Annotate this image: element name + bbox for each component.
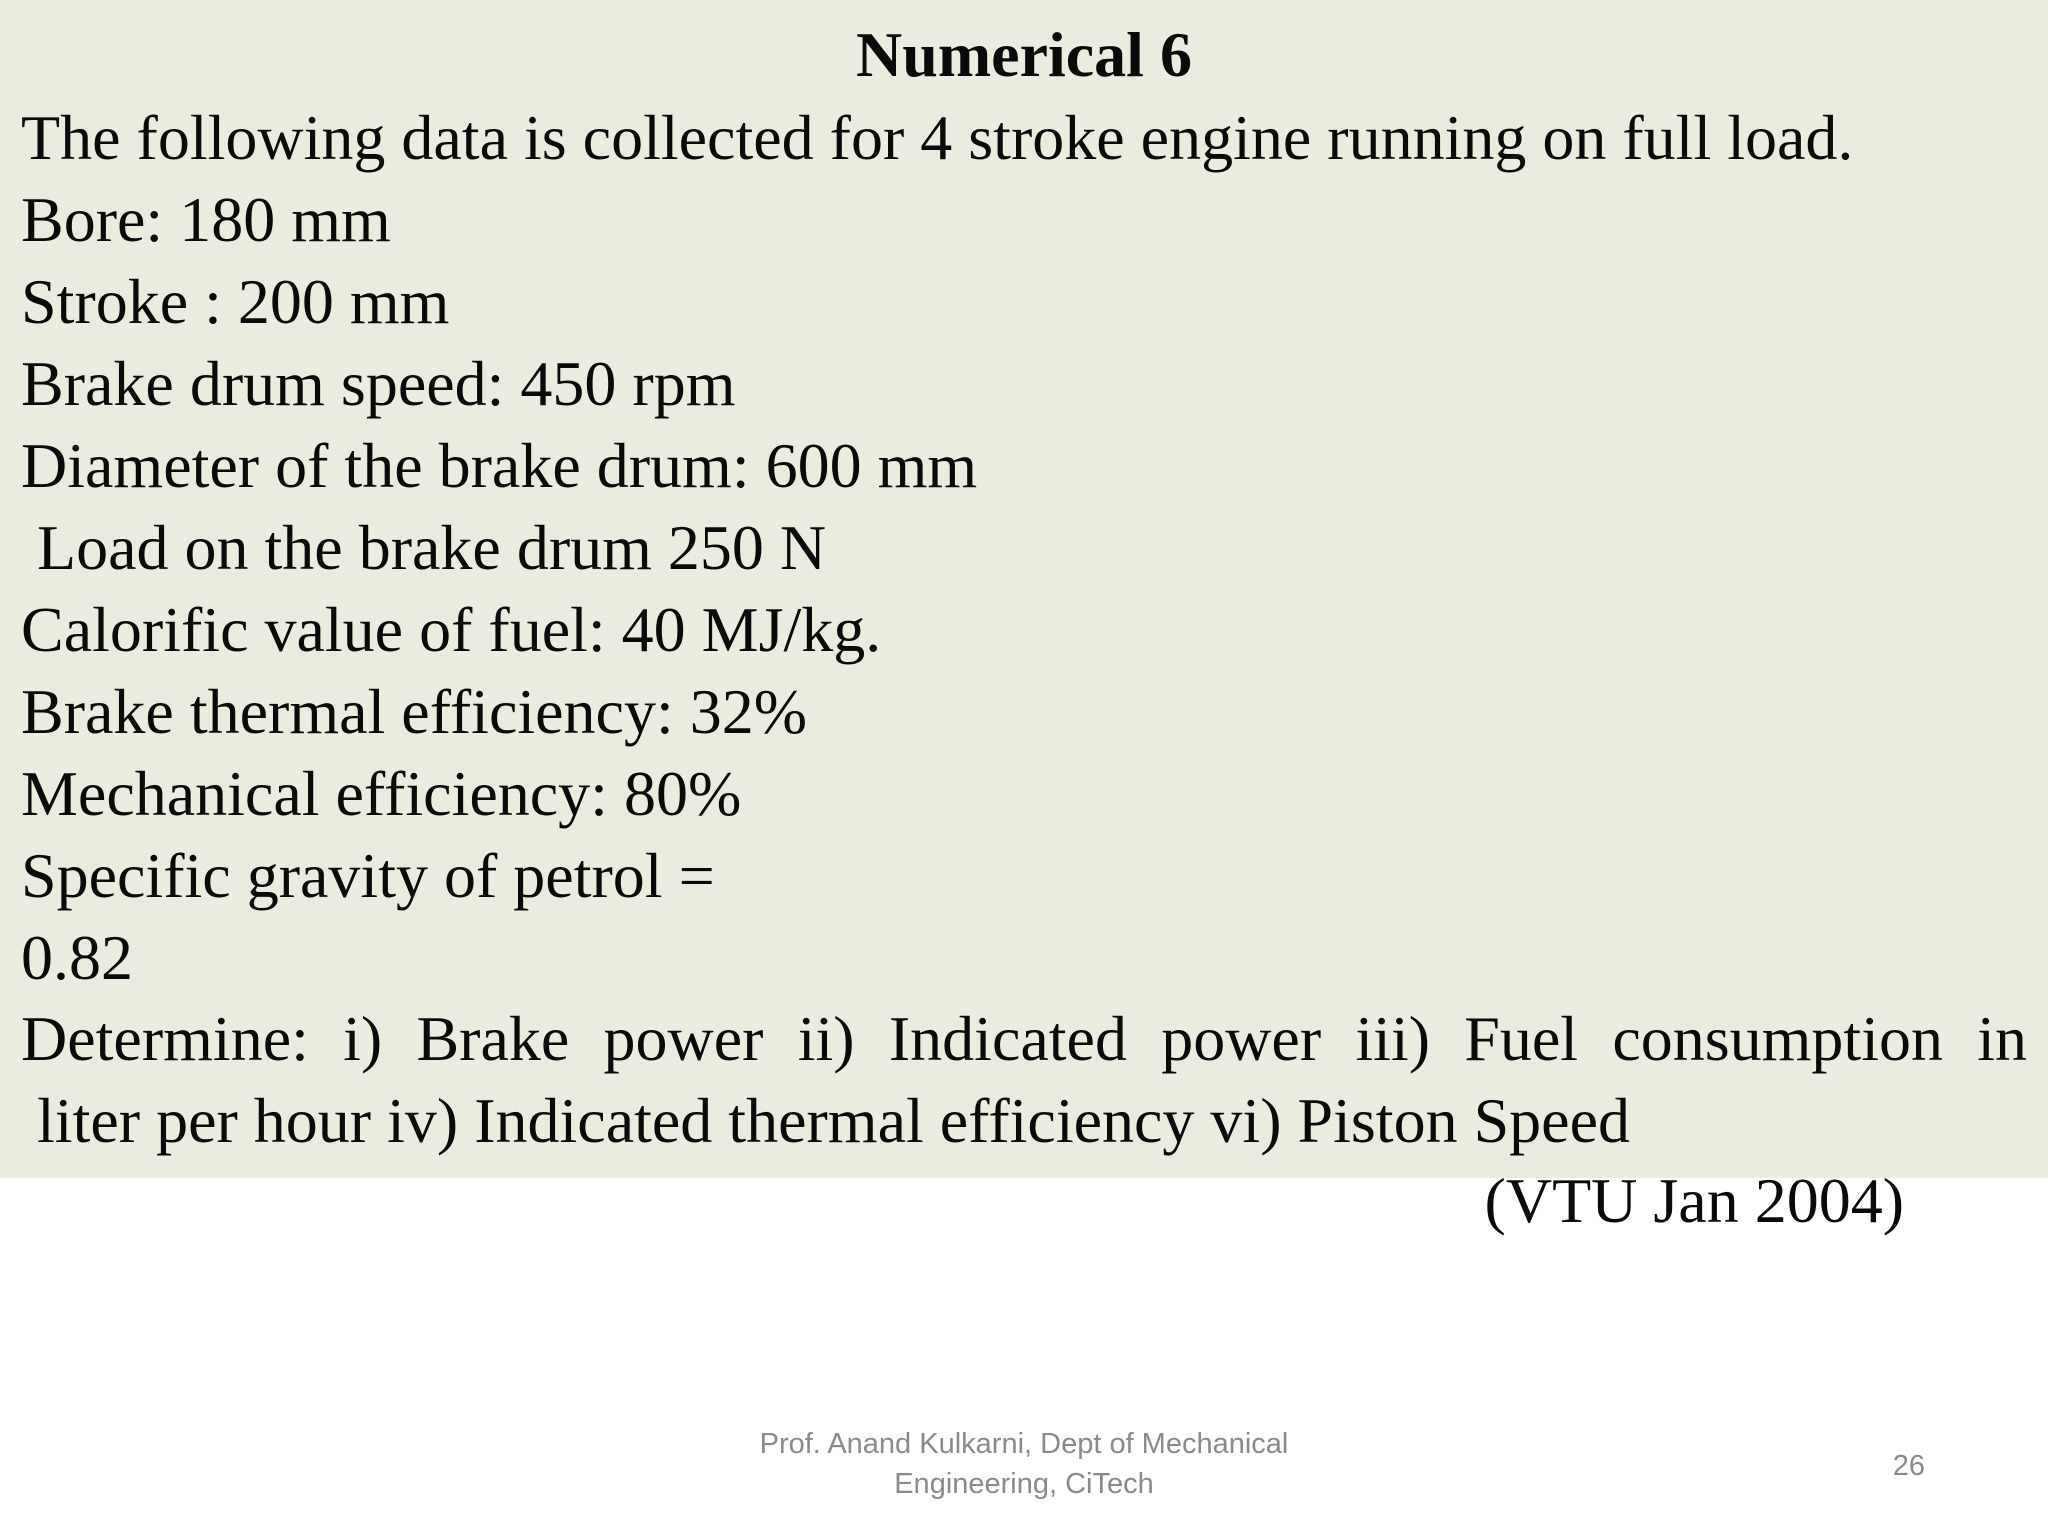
calorific-value-line: Calorific value of fuel: 40 MJ/kg. <box>21 594 882 665</box>
mechanical-efficiency-line: Mechanical efficiency: 80% <box>21 758 742 829</box>
brake-drum-diameter-line: Diameter of the brake drum: 600 mm <box>21 430 978 501</box>
specific-gravity-value-line: 0.82 <box>21 922 133 993</box>
brake-drum-load-line: Load on the brake drum 250 N <box>21 512 827 583</box>
task-statement <box>21 998 2027 1162</box>
brake-thermal-efficiency-line: Brake thermal efficiency: 32% <box>21 676 808 747</box>
source-citation: (VTU Jan 2004) <box>1484 1165 1904 1236</box>
slide-title: Numerical 6 <box>856 19 1192 90</box>
task-line-2: liter per hour iv) Indicated thermal efficiency vi) Piston Speed <box>21 1085 1630 1156</box>
brake-drum-speed-line: Brake drum speed: 450 rpm <box>21 348 736 419</box>
page-number: 26 <box>1892 1450 1925 1482</box>
problem-data-list <box>21 97 2031 999</box>
task-line-1: Determine: i) Brake power ii) Indicated power iii) Fuel consumption in <box>21 1003 2027 1074</box>
footer-author-line-2: Engineering, CiTech <box>894 1468 1154 1500</box>
bore-line: Bore: 180 mm <box>21 184 391 255</box>
stroke-line: Stroke : 200 mm <box>21 266 450 337</box>
footer-author-line-1: Prof. Anand Kulkarni, Dept of Mechanical <box>759 1428 1289 1460</box>
intro-line: The following data is collected for 4 stroke engine running on full load. <box>21 102 1854 173</box>
specific-gravity-line: Specific gravity of petrol = <box>21 840 715 911</box>
footer-author <box>704 1424 1344 1504</box>
